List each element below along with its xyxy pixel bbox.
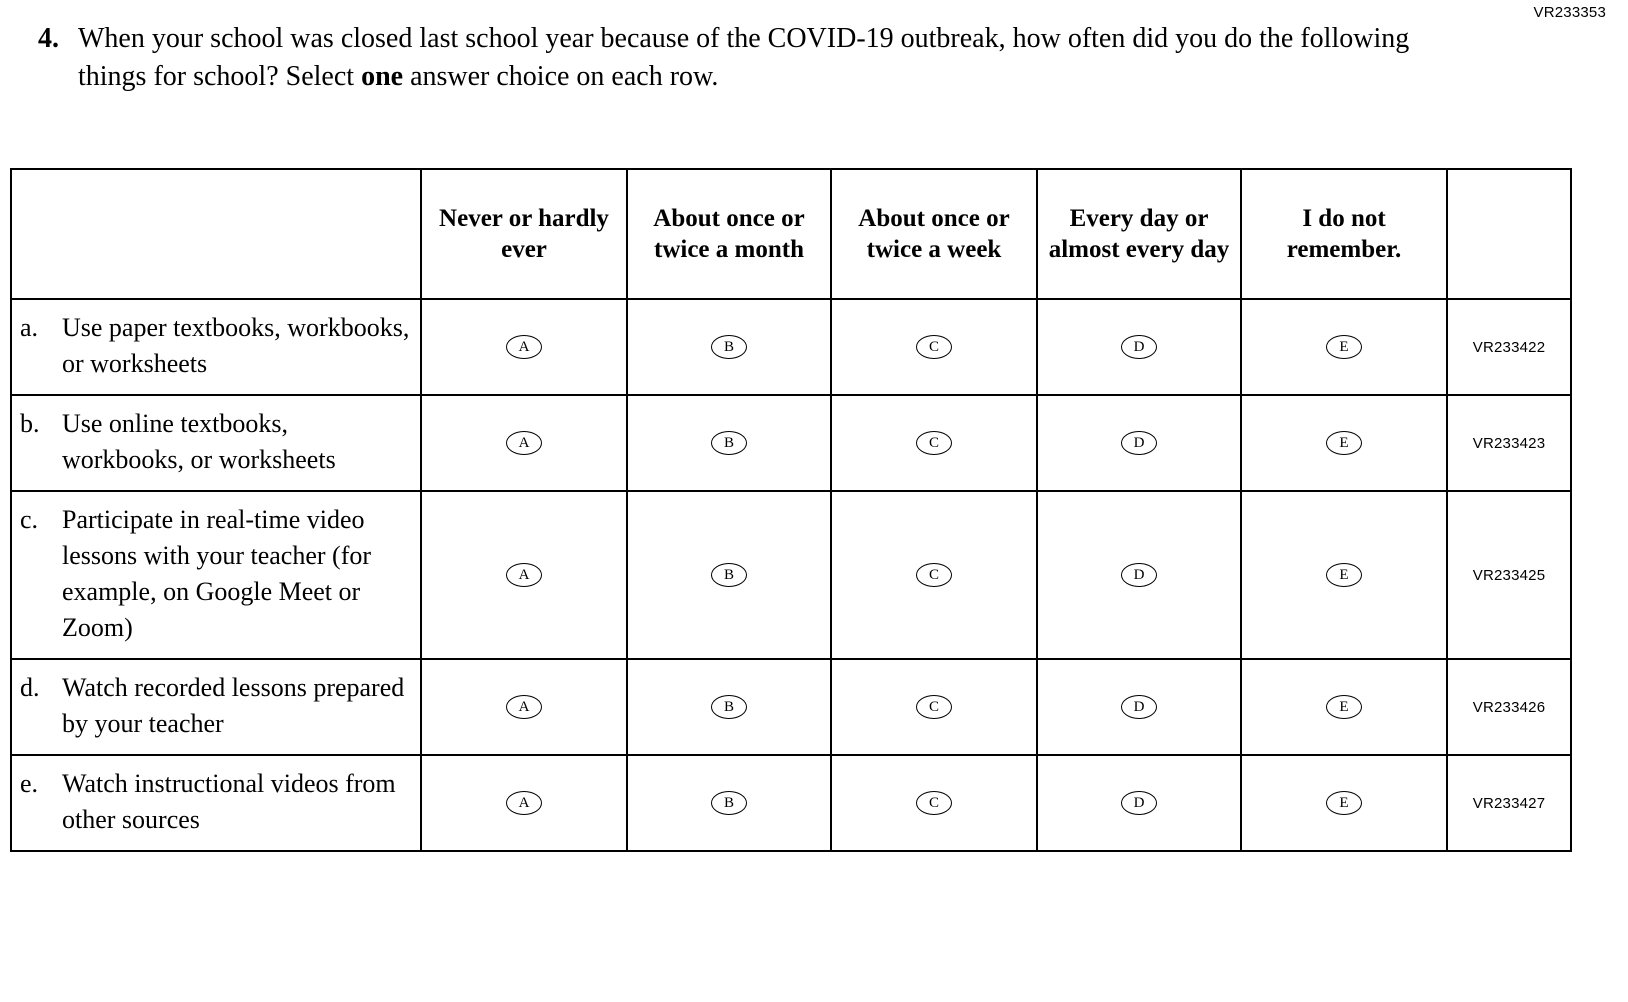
question-text-part2: answer choice on each row. [403, 61, 719, 92]
bubble-d-E[interactable]: E [1326, 695, 1362, 719]
option-cell-e-4[interactable] [1037, 755, 1241, 851]
bubble-c-C[interactable]: C [916, 563, 952, 587]
option-cell-d-3[interactable] [831, 659, 1037, 755]
option-cell-e-2[interactable] [627, 755, 831, 851]
bubble-d-B[interactable]: B [711, 695, 747, 719]
bubble-b-D[interactable]: D [1121, 431, 1157, 455]
option-cell-c-1[interactable] [421, 491, 627, 659]
bubble-d-D[interactable]: D [1121, 695, 1157, 719]
item-letter-c: c. [20, 505, 39, 534]
option-cell-b-4[interactable] [1037, 395, 1241, 491]
item-letter-a: a. [20, 313, 39, 342]
question-stem [38, 20, 1468, 96]
response-matrix [10, 168, 1572, 852]
option-cell-e-3[interactable] [831, 755, 1037, 851]
item-code-c: VR233425 [1447, 491, 1571, 659]
bubble-c-E[interactable]: E [1326, 563, 1362, 587]
option-cell-b-2[interactable] [627, 395, 831, 491]
option-cell-c-2[interactable] [627, 491, 831, 659]
item-code-a: VR233422 [1447, 299, 1571, 395]
bubble-a-C[interactable]: C [916, 335, 952, 359]
table-row [11, 299, 1571, 395]
item-cell-d [11, 659, 421, 755]
option-cell-b-3[interactable] [831, 395, 1037, 491]
bubble-b-E[interactable]: E [1326, 431, 1362, 455]
header-once-or-twice-a-week: About once or twice a week [831, 169, 1037, 299]
option-cell-b-1[interactable] [421, 395, 627, 491]
header-once-or-twice-a-month: About once or twice a month [627, 169, 831, 299]
item-cell-e [11, 755, 421, 851]
option-cell-a-3[interactable] [831, 299, 1037, 395]
table-row [11, 659, 1571, 755]
item-label-e: Watch instructional videos from other sources [62, 769, 396, 834]
option-cell-a-2[interactable] [627, 299, 831, 395]
item-label-c: Participate in real-time video lessons with your teacher (for example, on Google Meet or Zoom) [62, 505, 372, 642]
bubble-e-E[interactable]: E [1326, 791, 1362, 815]
item-cell-c [11, 491, 421, 659]
bubble-d-A[interactable]: A [506, 695, 542, 719]
option-cell-d-2[interactable] [627, 659, 831, 755]
table-row [11, 491, 1571, 659]
matrix-header-row [11, 169, 1571, 299]
question-text-part1: When your school was closed last school year because of the COVID-19 outbreak, how often did you do the following things for school? Select [78, 23, 1410, 92]
item-block-code: VR233353 [1533, 4, 1606, 21]
item-label-b: Use online textbooks, workbooks, or worksheets [62, 409, 336, 474]
option-cell-c-4[interactable] [1037, 491, 1241, 659]
item-letter-b: b. [20, 409, 40, 438]
option-cell-a-5[interactable] [1241, 299, 1447, 395]
bubble-c-D[interactable]: D [1121, 563, 1157, 587]
option-cell-a-1[interactable] [421, 299, 627, 395]
option-cell-e-1[interactable] [421, 755, 627, 851]
bubble-c-A[interactable]: A [506, 563, 542, 587]
question-text-emphasis: one [361, 61, 404, 92]
bubble-a-D[interactable]: D [1121, 335, 1157, 359]
option-cell-c-3[interactable] [831, 491, 1037, 659]
option-cell-a-4[interactable] [1037, 299, 1241, 395]
item-cell-a [11, 299, 421, 395]
bubble-c-B[interactable]: B [711, 563, 747, 587]
item-label-d: Watch recorded lessons prepared by your teacher [62, 673, 405, 738]
header-never-or-hardly-ever: Never or hardly ever [421, 169, 627, 299]
bubble-e-A[interactable]: A [506, 791, 542, 815]
item-code-b: VR233423 [1447, 395, 1571, 491]
option-cell-d-1[interactable] [421, 659, 627, 755]
item-code-d: VR233426 [1447, 659, 1571, 755]
bubble-b-C[interactable]: C [916, 431, 952, 455]
item-letter-e: e. [20, 769, 39, 798]
bubble-a-A[interactable]: A [506, 335, 542, 359]
question-number: 4. [38, 23, 59, 54]
bubble-b-B[interactable]: B [711, 431, 747, 455]
item-code-e: VR233427 [1447, 755, 1571, 851]
table-row [11, 395, 1571, 491]
header-every-day: Every day or almost every day [1037, 169, 1241, 299]
option-cell-d-4[interactable] [1037, 659, 1241, 755]
bubble-b-A[interactable]: A [506, 431, 542, 455]
header-do-not-remember: I do not remember. [1241, 169, 1447, 299]
question-text [78, 20, 1418, 96]
option-cell-e-5[interactable] [1241, 755, 1447, 851]
table-row [11, 755, 1571, 851]
item-label-a: Use paper textbooks, workbooks, or worksheets [62, 313, 410, 378]
option-cell-b-5[interactable] [1241, 395, 1447, 491]
option-cell-c-5[interactable] [1241, 491, 1447, 659]
item-letter-d: d. [20, 673, 40, 702]
bubble-a-E[interactable]: E [1326, 335, 1362, 359]
option-cell-d-5[interactable] [1241, 659, 1447, 755]
bubble-e-B[interactable]: B [711, 791, 747, 815]
header-blank-left [11, 169, 421, 299]
bubble-e-C[interactable]: C [916, 791, 952, 815]
bubble-a-B[interactable]: B [711, 335, 747, 359]
bubble-d-C[interactable]: C [916, 695, 952, 719]
bubble-e-D[interactable]: D [1121, 791, 1157, 815]
header-blank-right [1447, 169, 1571, 299]
item-cell-b [11, 395, 421, 491]
